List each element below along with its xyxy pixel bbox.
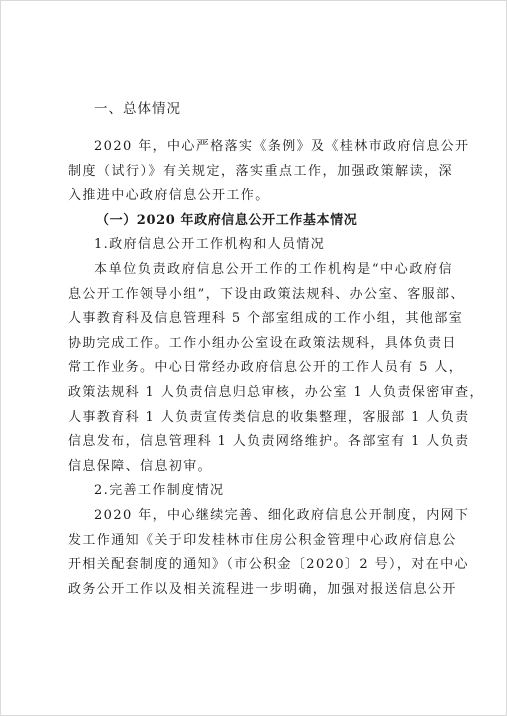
heading-spacer <box>68 121 453 135</box>
item1-line: 人事教育科 1 人负责宣传类信息的收集整理，客服部 1 人负责 <box>68 409 470 425</box>
subsection-heading: （一）2020 年政府信息公开工作基本情况 <box>96 212 358 228</box>
intro-line: 2020 年，中心严格落实《条例》及《桂林市政府信息公开 <box>94 139 470 154</box>
item2-title <box>68 479 453 504</box>
item1-line: 息公开工作领导小组”，下设由政策法规科、办公室、客服部、 <box>68 286 465 302</box>
item2-line: 开相关配套制度的通知》（市公积金〔2020〕2 号），对在中心 <box>68 557 469 573</box>
item1-line: 信息发布，信息管理科 1 人负责网络维护。各部室有 1 人负责 <box>68 434 470 450</box>
section-heading: 一、总体情况 <box>94 101 181 117</box>
item1-paragraph <box>68 258 484 479</box>
item1-line: 本单位负责政府信息公开工作的工作机构是“中心政府信 <box>94 261 453 277</box>
item1-line: 政策法规科 1 人负责信息归总审核，办公室 1 人负责保密审查， <box>68 384 484 400</box>
item1-line: 人事教育科及信息管理科 5 个部室组成的工作小组，其他部室 <box>68 311 464 327</box>
item2-line: 2020 年，中心继续完善、细化政府信息公开制度，内网下 <box>94 507 470 523</box>
item1-title <box>68 233 453 258</box>
item1-title-text: 1.政府信息公开工作机构和人员情况 <box>94 237 326 253</box>
item1-line: 常工作业务。中心日常经办政府信息公开的工作人员有 5 人， <box>68 360 464 376</box>
item2-line: 发工作通知《关于印发桂林市住房公积金管理中心政府信息公 <box>68 532 457 548</box>
intro-line: 入推进中心政府信息公开工作。 <box>68 188 270 204</box>
intro-paragraph <box>68 135 470 209</box>
item1-line: 协助完成工作。工作小组办公室设在政策法规科，具体负责日 <box>68 335 457 351</box>
item1-line: 信息保障、信息初审。 <box>68 458 213 474</box>
document-body <box>68 97 484 602</box>
item2-line: 政务公开工作以及相关流程进一步明确，加强对报送信息公开 <box>68 581 457 597</box>
item2-paragraph <box>68 504 470 602</box>
item2-title-text: 2.完善工作制度情况 <box>94 483 225 499</box>
intro-line: 制度（试行）》有关规定，落实重点工作，加强政策解读，深 <box>68 163 453 179</box>
